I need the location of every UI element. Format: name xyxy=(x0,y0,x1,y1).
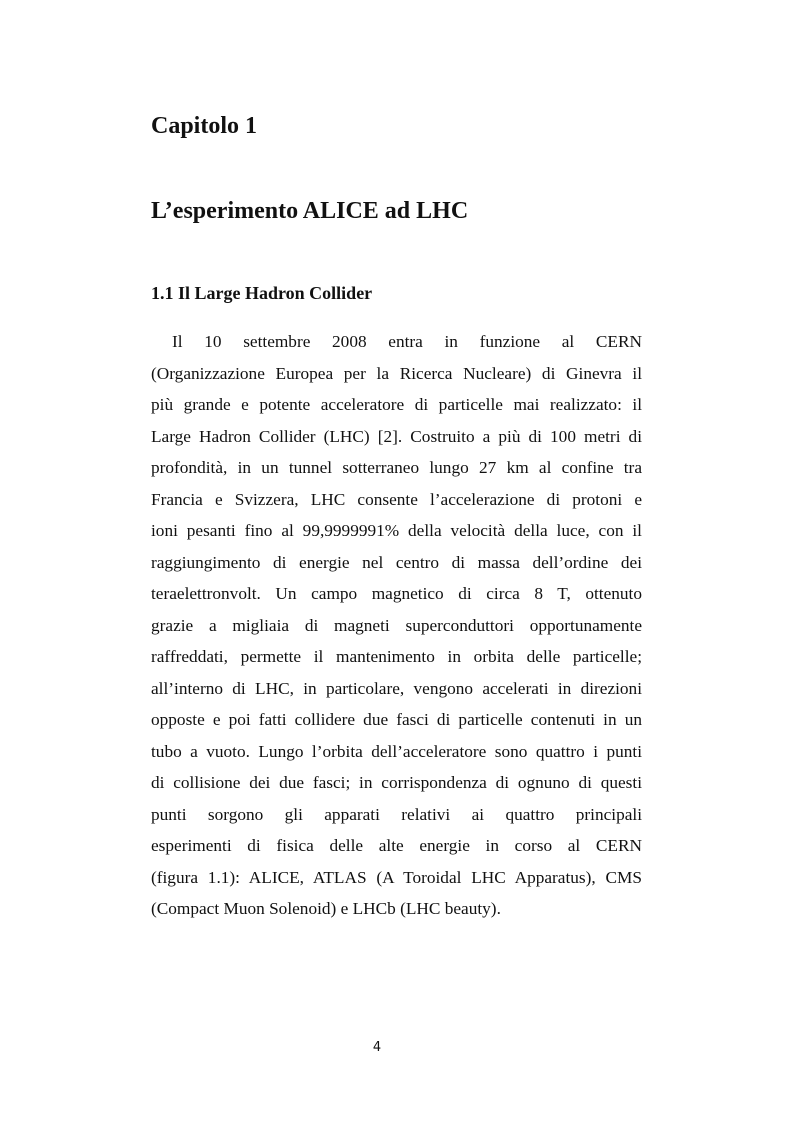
chapter-label: Capitolo 1 xyxy=(151,113,258,139)
paragraph-line: raffreddati, permette il mantenimento in orbita delle particelle; xyxy=(151,647,642,666)
paragraph-line: tubo a vuoto. Lungo l’orbita dell’acceleratore sono quattro i punti xyxy=(151,741,642,761)
paragraph-line: di collisione dei due fasci; in corrispondenza di ognuno di questi xyxy=(151,773,642,792)
section-title: 1.1 Il Large Hadron Collider xyxy=(151,283,373,303)
paragraph-line: raggiungimento di energie nel centro di massa dell’ordine dei xyxy=(151,552,642,572)
paragraph-line: Large Hadron Collider (LHC) [2]. Costruito a più di 100 metri di xyxy=(151,426,642,446)
paragraph-line: ioni pesanti fino al 99,9999991% della velocità della luce, con il xyxy=(151,521,642,540)
paragraph-line: punti sorgono gli apparati relativi ai quattro principali xyxy=(151,804,642,824)
paragraph-line: profondità, in un tunnel sotterraneo lungo 27 km al confine tra xyxy=(151,458,642,477)
paragraph-line: (Compact Muon Solenoid) e LHCb (LHC beauty). xyxy=(151,899,501,918)
paragraph-line: teraelettronvolt. Un campo magnetico di circa 8 T, ottenuto xyxy=(151,584,642,603)
paragraph-line: Francia e Svizzera, LHC consente l’accelerazione di protoni e xyxy=(151,489,642,509)
paragraph-line: (figura 1.1): ALICE, ATLAS (A Toroidal LHC Apparatus), CMS xyxy=(151,867,642,887)
paragraph-line: grazie a migliaia di magneti superconduttori opportunamente xyxy=(151,615,642,635)
paragraph-line: opposte e poi fatti collidere due fasci di particelle contenuti in un xyxy=(151,710,642,729)
paragraph-line: più grande e potente acceleratore di particelle mai realizzato: il xyxy=(151,395,642,414)
paragraph-line: esperimenti di fisica delle alte energie in corso al CERN xyxy=(151,836,642,855)
chapter-title: L’esperimento ALICE ad LHC xyxy=(151,198,469,224)
page-number: 4 xyxy=(372,1040,382,1055)
paragraph-line: (Organizzazione Europea per la Ricerca Nucleare) di Ginevra il xyxy=(151,363,642,383)
body-paragraph xyxy=(151,326,642,925)
paragraph-line: all’interno di LHC, in particolare, vengono accelerati in direzioni xyxy=(151,678,642,698)
paragraph-line: Il 10 settembre 2008 entra in funzione al CERN xyxy=(172,332,642,351)
